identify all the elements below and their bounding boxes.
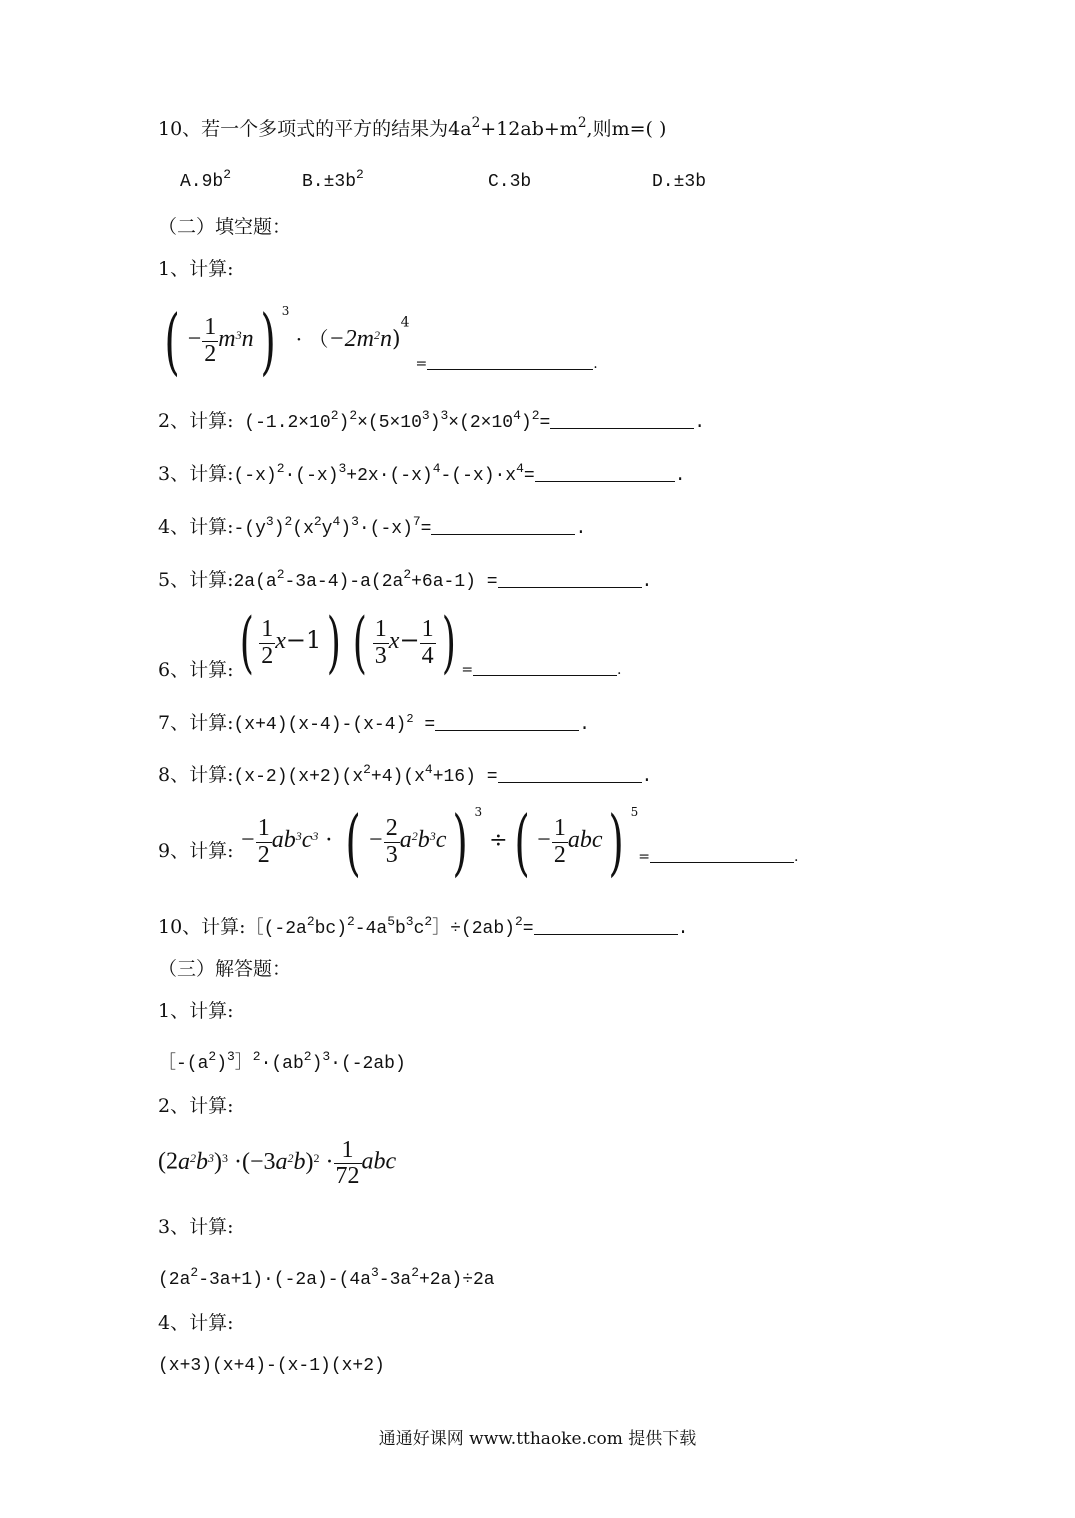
answer-blank[interactable] [534, 934, 678, 935]
answer-q2-expression: $(2a^2b^3)^3 \cdot(-3a^2b)^2$ · $\frac{1}{72}$ abc [158, 1137, 397, 1190]
fill-q4: 4、计算$:-(y^3)^2(x^2y^4)^3\cdot(-x)^7=$ . [158, 514, 587, 539]
exponent: 2 [223, 167, 231, 183]
option-label: C.3b [488, 172, 532, 192]
exponent: 2 [577, 114, 587, 131]
fill-q7: 7、计算$:(x+4)(x-4)-(x-4)^2$ = . [158, 711, 590, 735]
fill-q10: 10、计算$:[(-2a^2bc)^2-4a^5b^3c^2]\div(2ab)^2=$ . [158, 914, 689, 939]
fill-q1-expression: ( − $\frac{1}{2}$ $m^3n$) $^3 \cdot (-2m^2n)^4$ = . [164, 299, 598, 383]
answer-q3-expression: $(2a^2-3a+1)\cdot(-2a)-(4a^3-3a^2+2a)\div 2a$ [158, 1265, 495, 1290]
option-label: B.±3b [302, 172, 357, 192]
option-label: D.±3b [652, 172, 707, 192]
exponent: 2 [471, 114, 481, 131]
answer-blank[interactable] [535, 481, 675, 482]
answer-q3-label: 3、计算: [158, 1216, 234, 1238]
answer-blank[interactable] [498, 782, 642, 783]
answer-q1-expression: $[-(a^2)^3]^2\cdot(ab^2)^3\cdot(-2ab)$ [158, 1049, 406, 1074]
answer-q1-label: 1、计算: [158, 1000, 234, 1022]
fill-q3: 3、计算$:(-x)^2\cdot(-x)^3+2x\cdot(-x)^4-(-x)\cdot x^4=$ . [158, 461, 686, 486]
stem-part: +12ab+m [480, 118, 578, 140]
answer-q2-label: 2、计算: [158, 1095, 234, 1117]
stem-part: 10、若一个多项式的平方的结果为4a [158, 118, 472, 140]
answer-blank[interactable] [431, 534, 575, 535]
section-heading-answer: （三）解答题： [158, 958, 292, 980]
option-d[interactable] [652, 172, 706, 192]
option-a[interactable] [180, 167, 231, 192]
answer-blank[interactable] [435, 730, 579, 731]
fill-q9: 9、计算: − $\frac{1}{2}$ $ab^3c^3$ · ( − $\frac{2}{3}$ $a^2b^3c$) $^3$ ÷( − $\frac{1}{2}$ abc) $^5$= . [158, 800, 799, 884]
stem-part: ,则m=( ) [586, 118, 667, 140]
answer-blank[interactable] [550, 428, 694, 429]
fill-q2: 2、计算: $(-1.2\times 10^2)^2\times(5\times 10^3)^3\times(2\times 10^4)^2=$ . [158, 408, 706, 433]
answer-q4-expression: (x+3)(x+4)-(x-1)(x+2) [158, 1356, 385, 1376]
fraction: $\frac{1}{2}$ [204, 314, 217, 367]
fill-q1-label: 1、计算: [158, 258, 234, 280]
answer-blank[interactable] [650, 862, 794, 863]
section-heading-fill: （二）填空题： [158, 216, 292, 238]
option-b[interactable] [302, 167, 364, 192]
page-footer: 通通好课网 www.tthaoke.com 提供下载 [378, 1429, 697, 1449]
answer-blank[interactable] [473, 675, 617, 676]
fill-q5: 5、计算$:2a(a^2-3a-4)-a(2a^2+6a-1)$ = . [158, 567, 653, 592]
answer-blank[interactable] [498, 587, 642, 588]
exponent: 2 [356, 167, 364, 183]
option-c[interactable] [488, 172, 531, 192]
mc-question-stem [158, 114, 667, 140]
option-label: A.9b [180, 172, 224, 192]
fill-q8: 8、计算$:(x-2)(x+2)(x^2+4)(x^4+16)$ = . [158, 762, 653, 787]
answer-q4-label: 4、计算: [158, 1312, 234, 1334]
fill-q6: 6、计算:( $\frac{1}{2}$ x−1) ( $\frac{1}{3}$ x− $\frac{1}{4}$ ) = . [158, 604, 622, 681]
